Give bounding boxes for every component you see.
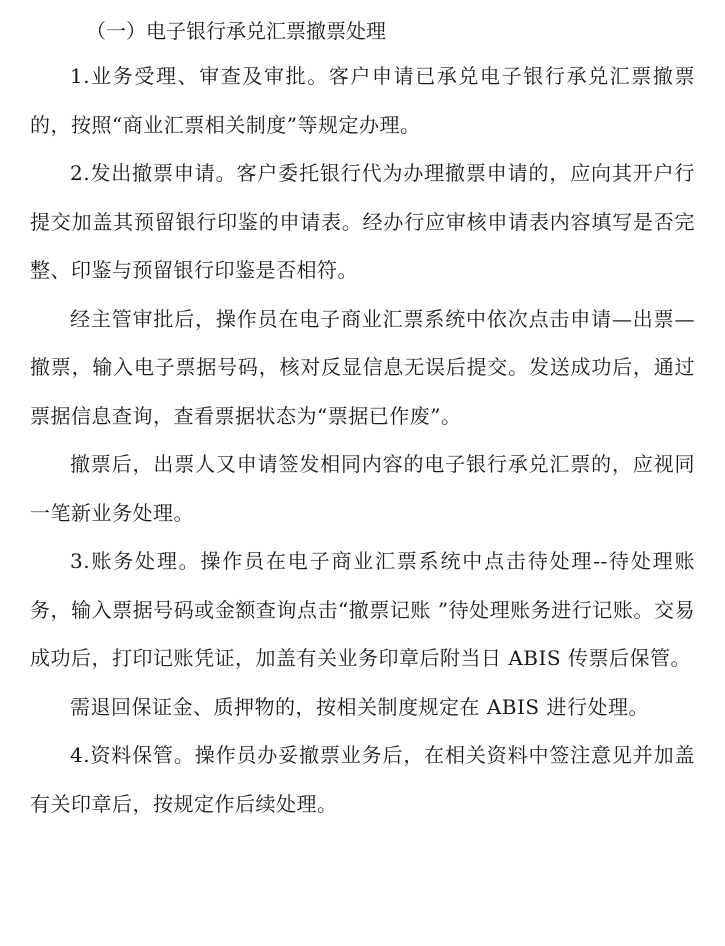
paragraph-archiving: 4.资料保管。操作员办妥撤票业务后，在相关资料中签注意见并加盖有关印章后，按规定作后续处理。: [30, 743, 695, 816]
paragraph-submit-request: 2.发出撤票申请。客户委托银行代为办理撤票申请的，应向其开户行提交加盖其预留银行印鉴的申请表。经办行应审核申请表内容填写是否完整、印鉴与预留银行印鉴是否相符。: [30, 161, 695, 282]
paragraph-accounting: 3.账务处理。操作员在电子商业汇票系统中点击待处理--待处理账务，输入票据号码或金额查询点击“撤票记账 ”待处理账务进行记账。交易成功后，打印记账凭证，加盖有关业务印章后附当日 ABIS 传票后保管。: [30, 549, 695, 670]
paragraph-system-operation: 经主管审批后，操作员在电子商业汇票系统中依次点击申请—出票—撤票，输入电子票据号码，核对反显信息无误后提交。发送成功后，通过票据信息查询，查看票据状态为“票据已作废”。: [30, 306, 695, 428]
paragraph-refund-deposit: 需退回保证金、质押物的，按相关制度规定在 ABIS 进行处理。: [70, 694, 649, 719]
paragraph-business-acceptance: 1.业务受理、审查及审批。客户申请已承兑电子银行承兑汇票撤票的，按照“商业汇票相关制度”等规定办理。: [30, 64, 695, 137]
paragraph-reissue: 撤票后，出票人又申请签发相同内容的电子银行承兑汇票的，应视同一笔新业务处理。: [30, 452, 695, 525]
section-heading: （一）电子银行承兑汇票撤票处理: [86, 19, 386, 43]
